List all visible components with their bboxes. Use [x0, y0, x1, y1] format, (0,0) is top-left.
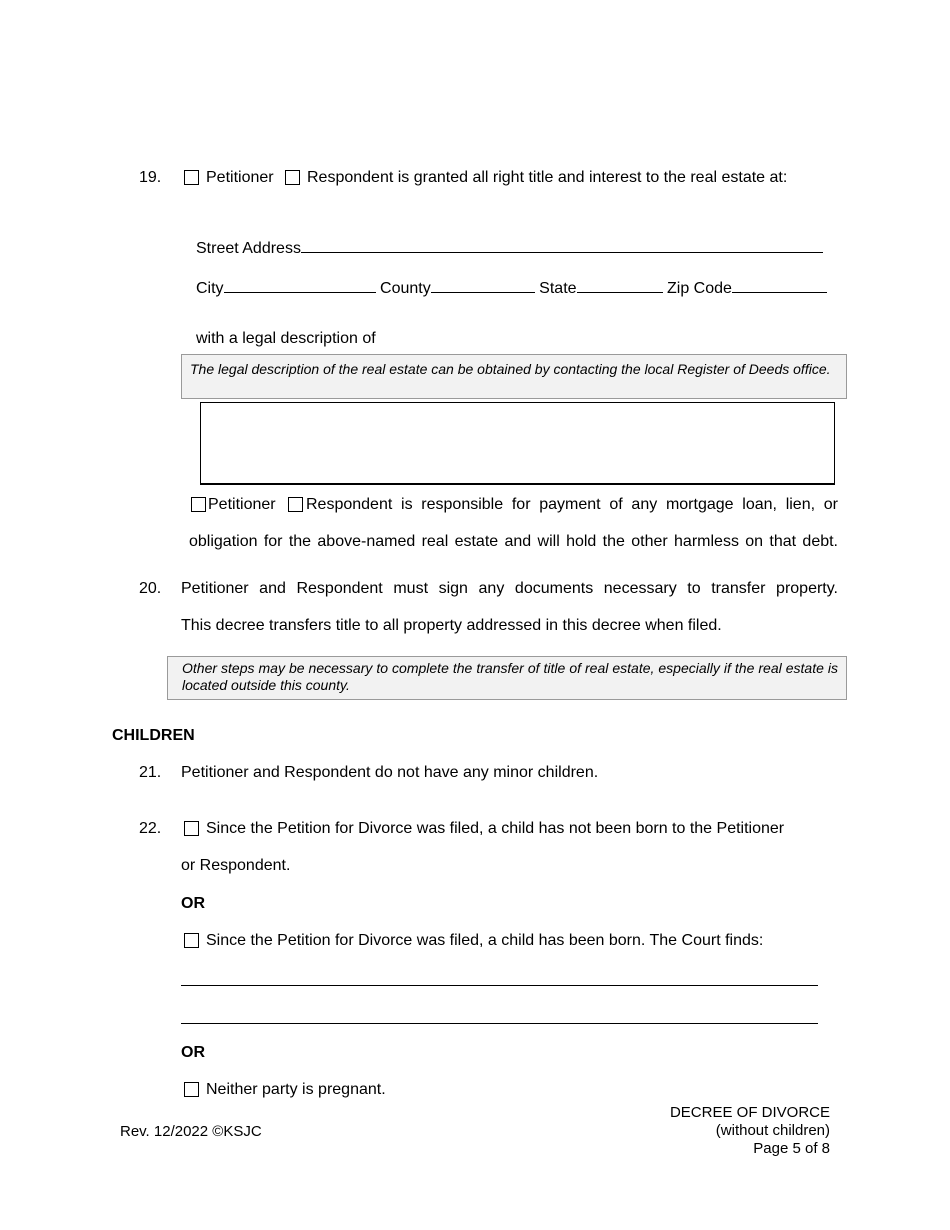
not-pregnant-checkbox[interactable]: [184, 1082, 199, 1097]
petitioner-label-mortgage: Petitioner: [208, 496, 276, 513]
respondent-checkbox-19[interactable]: [285, 170, 300, 185]
or-separator-2: OR: [181, 1044, 205, 1061]
petitioner-checkbox-mortgage[interactable]: [191, 497, 206, 512]
street-address-row: [196, 237, 823, 258]
item-22-number: 22.: [139, 820, 162, 837]
item-19-number: 19.: [139, 169, 162, 186]
city-label: City: [196, 280, 224, 297]
item-20-line2: This decree transfers title to all property addressed in this decree when filed.: [181, 617, 722, 634]
footer-subtitle: (without children): [715, 1122, 830, 1139]
zip-label: Zip Code: [666, 280, 732, 297]
legal-description-note: The legal description of the real estate can be obtained by contacting the local Register of Deeds office.: [181, 354, 847, 399]
mortgage-text-line1: Respondent is responsible for payment of any mortgage loan, lien, or: [306, 496, 838, 513]
mortgage-text-line2: obligation for the above-named real estate and will hold the other harmless on that debt.: [189, 533, 838, 550]
legal-description-textbox[interactable]: [200, 402, 835, 485]
not-pregnant-text: Neither party is pregnant.: [206, 1081, 386, 1098]
footer-title: DECREE OF DIVORCE: [669, 1104, 830, 1121]
children-heading: CHILDREN: [112, 727, 195, 744]
no-child-born-line2: or Respondent.: [181, 857, 291, 874]
legal-description-label: with a legal description of: [196, 330, 376, 347]
petitioner-checkbox-19[interactable]: [184, 170, 199, 185]
state-field[interactable]: [577, 277, 663, 293]
respondent-checkbox-mortgage[interactable]: [288, 497, 303, 512]
no-child-born-line1: Since the Petition for Divorce was filed, a child has not been born to the Petitioner: [206, 820, 785, 837]
state-label: State: [539, 280, 577, 297]
child-born-checkbox[interactable]: [184, 933, 199, 948]
street-address-field[interactable]: [301, 237, 823, 253]
zip-field[interactable]: [732, 277, 827, 293]
city-row: [196, 277, 827, 298]
child-born-text: Since the Petition for Divorce was filed, a child has been born. The Court finds:: [206, 932, 764, 949]
county-field[interactable]: [431, 277, 535, 293]
footer-page-number: Page 5 of 8: [753, 1140, 830, 1157]
court-finds-line-1[interactable]: [181, 985, 818, 986]
court-finds-line-2[interactable]: [181, 1023, 818, 1024]
no-child-born-checkbox[interactable]: [184, 821, 199, 836]
item-21-number: 21.: [139, 764, 162, 781]
city-field[interactable]: [224, 277, 376, 293]
respondent-text-19: Respondent is granted all right title and interest to the real estate at:: [307, 169, 788, 186]
transfer-note: Other steps may be necessary to complete the transfer of title of real estate, especially if the real estate is located outside this county.: [167, 656, 847, 700]
revision-label: Rev. 12/2022 ©KSJC: [120, 1123, 262, 1140]
county-label: County: [380, 280, 431, 297]
item-21-text: Petitioner and Respondent do not have any minor children.: [181, 764, 599, 781]
petitioner-label-19: Petitioner: [206, 169, 274, 186]
or-separator-1: OR: [181, 895, 205, 912]
item-20-line1: Petitioner and Respondent must sign any documents necessary to transfer property.: [181, 580, 838, 597]
item-20-number: 20.: [139, 580, 162, 597]
footer-doc-info: [670, 1104, 830, 1158]
street-address-label: Street Address: [196, 240, 301, 257]
